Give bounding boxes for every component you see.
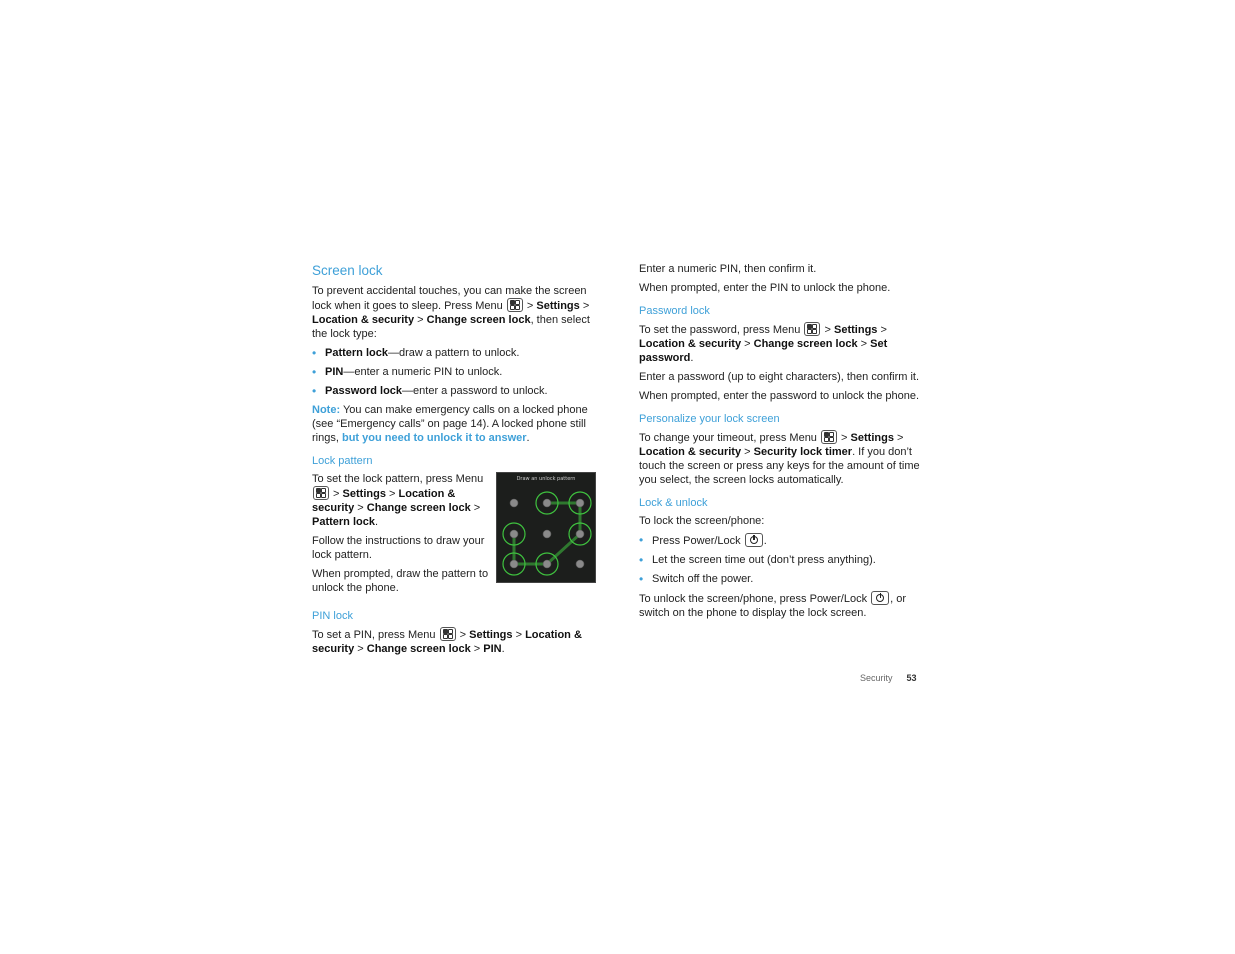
lock-unlock-heading: Lock & unlock bbox=[639, 497, 708, 509]
menu-key-icon bbox=[440, 627, 456, 641]
pin-lock-heading: PIN lock bbox=[312, 610, 353, 622]
pattern-grid bbox=[497, 473, 595, 582]
pin-unlock-text: When prompted, enter the PIN to unlock the phone. bbox=[639, 282, 891, 294]
pattern-unlock-text: When prompted, draw the pattern to unlock the phone. bbox=[312, 568, 489, 594]
left-column bbox=[312, 262, 596, 661]
right-column bbox=[639, 262, 923, 625]
list-item: • Pattern lock—draw a pattern to unlock. bbox=[312, 346, 596, 360]
list-item: • PIN—enter a numeric PIN to unlock. bbox=[312, 365, 596, 379]
personalize-paragraph: To change your timeout, press Menu > Settings > Location & security > Security lock timer. If you don’t touch the screen or press any keys for the amount of time you select, the screen locks automatically. bbox=[639, 432, 920, 486]
power-key-icon bbox=[871, 591, 889, 605]
password-lock-heading: Password lock bbox=[639, 305, 710, 317]
lock-intro-text: To lock the screen/phone: bbox=[639, 515, 765, 527]
note-label: Note: bbox=[312, 404, 341, 416]
menu-key-icon bbox=[821, 430, 837, 444]
lock-type-list bbox=[312, 346, 596, 398]
list-item: • Switch off the power. bbox=[639, 572, 923, 586]
intro-paragraph: To prevent accidental touches, you can make the screen lock when it goes to sleep. Press Menu > Settings > Location & security > Change screen lock, then select the lock type: bbox=[312, 285, 590, 340]
pin-confirm-text: Enter a numeric PIN, then confirm it. bbox=[639, 263, 817, 275]
menu-key-icon bbox=[804, 322, 820, 336]
footer-section: Security bbox=[860, 673, 893, 683]
password-confirm-text: Enter a password (up to eight characters), then confirm it. bbox=[639, 371, 920, 383]
page-number: 53 bbox=[906, 673, 917, 683]
pattern-instructions: Follow the instructions to draw your lock pattern. bbox=[312, 535, 485, 561]
unlock-pattern-screenshot bbox=[496, 472, 596, 583]
list-item: • Password lock—enter a password to unlock. bbox=[312, 384, 596, 398]
password-unlock-text: When prompted, enter the password to unlock the phone. bbox=[639, 390, 920, 402]
personalize-heading: Personalize your lock screen bbox=[639, 413, 780, 425]
list-item: • Press Power/Lock . bbox=[639, 533, 923, 548]
pattern-caption: Draw an unlock pattern bbox=[516, 476, 576, 482]
pin-paragraph: To set a PIN, press Menu > Settings > Location & security > Change screen lock > PIN. bbox=[312, 629, 582, 655]
unlock-paragraph: To unlock the screen/phone, press Power/Lock , or switch on the phone to display the lock screen. bbox=[639, 593, 907, 619]
lock-pattern-heading: Lock pattern bbox=[312, 455, 373, 467]
page-footer bbox=[860, 673, 917, 683]
menu-key-icon bbox=[507, 298, 523, 312]
menu-key-icon bbox=[313, 486, 329, 500]
pattern-paragraph: To set the lock pattern, press Menu > Settings > Location & security > Change screen lock > Pattern lock. bbox=[312, 473, 484, 528]
pattern-dots bbox=[510, 499, 584, 568]
note-paragraph: Note: You can make emergency calls on a locked phone (see “Emergency calls” on page 14). A locked phone still rings, but you need to unlock it to answer. bbox=[312, 404, 588, 444]
pattern-section bbox=[312, 454, 596, 595]
power-key-icon bbox=[745, 533, 763, 547]
list-item: • Let the screen time out (don’t press anything). bbox=[639, 553, 923, 567]
note-highlight: but you need to unlock it to answer bbox=[341, 432, 527, 444]
section-title: Screen lock bbox=[312, 263, 383, 278]
password-paragraph: To set the password, press Menu > Settings > Location & security > Change screen lock > Set password. bbox=[639, 324, 888, 364]
lock-steps-list bbox=[639, 533, 923, 586]
